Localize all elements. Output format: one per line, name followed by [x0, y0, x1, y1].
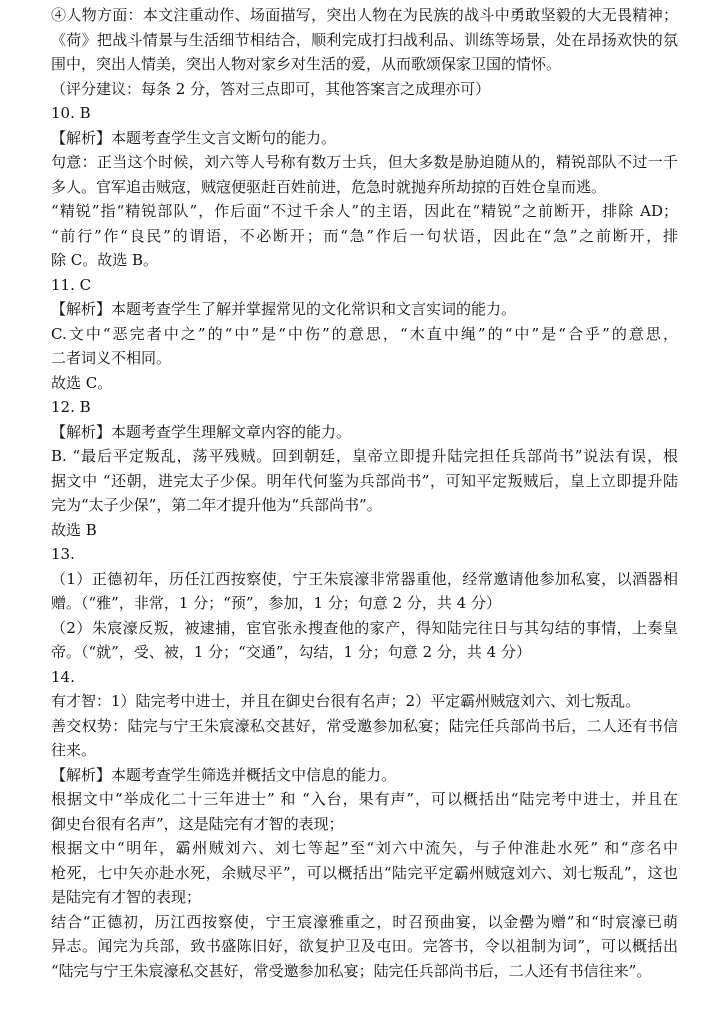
explanation-line: “陆完与宁王朱宸濠私交甚好，常受邀参加私宴；陆完任兵部尚书后，二人还有书信往来”。 — [51, 961, 652, 980]
explanation-line: B. “最后平定叛乱，荡平残贼。回到朝廷，皇帝立即提升陆完担任兵部尚书”说法有误，根 — [51, 447, 678, 465]
explanation-line: 故选 B — [51, 520, 97, 539]
explanation-line: C.文中“恶完者中之”的“中”是“中伤”的意思，“木直中绳”的“中”是“合乎”的意思， — [51, 324, 678, 343]
explanation-line: 故选 C。 — [51, 373, 113, 392]
explanation-line: 句意：正当这个时候，刘六等人号称有数万士兵，但大多数是胁迫随从的，精锐部队不过一千 — [51, 153, 678, 171]
translation-line: （1）正德初年，历任江西按察使，宁王朱宸濠非常器重他，经常邀请他参加私宴，以酒器相 — [51, 569, 678, 588]
analysis-heading: 【解析】本题考查学生文言文断句的能力。 — [51, 128, 337, 147]
explanation-line: 多人。官军追击贼寇，贼寇便驱赶百姓前进，危急时就抛弃所劫掠的百姓仓皇而逃。 — [51, 177, 607, 196]
answer-line: 有才智：1）陆完考中进士，并且在御史台很有名声；2）平定霸州贼寇刘六、刘七叛乱。 — [51, 692, 641, 710]
translation-line: （2）朱宸濠反叛，被逮捕，宦官张永搜查他的家产，得知陆完往日与其勾结的事情，上奏皇 — [51, 618, 678, 637]
answer-line: 往来。 — [51, 741, 97, 759]
analysis-heading: 【解析】本题考查学生筛选并概括文中信息的能力。 — [51, 765, 397, 784]
explanation-line: 根据文中“明年，霸州贼刘六、刘七等起”至“刘六中流矢，与子仲淮赴水死” 和“彦名中 — [51, 839, 678, 857]
explanation-line: 异志。闻完为兵部，致书盛陈旧好，欲复护卫及屯田。完答书，令以祖制为词”，可以概括出 — [51, 937, 678, 955]
answer-line: 善交权势：陆完与宁王朱宸濠私交甚好，常受邀参加私宴；陆完任兵部尚书后，二人还有书信 — [51, 716, 678, 735]
explanation-line: 是陆完有才智的表现； — [51, 888, 202, 906]
answer-line: 围中，突出人情美，突出人物对家乡对生活的爱，从而歌颂保家卫国的情怀。 — [51, 55, 562, 73]
explanation-line: 御史台很有名声”，这是陆完有才智的表现； — [51, 814, 344, 833]
translation-line: 帝。（“就”，受、被，1 分；“交通”，勾结，1 分；句意 2 分，共 4 分） — [51, 643, 531, 661]
explanation-line: 结合“正德初，历江西按察使，宁王宸濠雅重之，时召预曲宴，以金罍为赠”和“时宸濠已萌 — [51, 912, 678, 931]
analysis-heading: 【解析】本题考查学生了解并掌握常见的文化常识和文言实词的能力。 — [51, 300, 517, 318]
answer-line: 《荷》把战斗情景与生活细节相结合，顺利完成打扫战利品、训练等场景，处在昂扬欢快的氛 — [51, 30, 678, 49]
question-number: 13. — [51, 545, 75, 563]
translation-line: 赠。（“雅”，非常，1 分；“预”，参加，1 分；句意 2 分，共 4 分） — [51, 594, 501, 612]
explanation-line: “前行”作“良民”的谓语，不必断开；而“急”作后一句状语，因此在“急”之前断开，排 — [51, 226, 678, 245]
document-body — [51, 3, 678, 983]
explanation-line: 枪死，七中矢亦赴水死，余贼尽平”，可以概括出“陆完平定霸州贼寇刘六、刘七叛乱”，这也 — [51, 863, 678, 882]
explanation-line: 据文中 “还朝，进完太子少保。明年代何鉴为兵部尚书”，可知平定叛贼后，皇上立即提升陆 — [51, 471, 678, 490]
analysis-heading: 【解析】本题考查学生理解文章内容的能力。 — [51, 422, 352, 441]
question-number: 14. — [51, 667, 75, 686]
explanation-line: 根据文中“举成化二十三年进士” 和 “入台，果有声”，可以概括出“陆完考中进士，并且在 — [51, 790, 678, 808]
explanation-line: 除 C。故选 B。 — [51, 251, 159, 269]
explanation-line: 二者词义不相同。 — [51, 349, 172, 367]
question-number: 12. B — [51, 398, 91, 416]
scoring-note: （评分建议：每条 2 分，答对三点即可，其他答案言之成理亦可） — [51, 79, 491, 98]
question-number: 11. C — [51, 275, 92, 294]
answer-line: ④人物方面：本文注重动作、场面描写，突出人物在为民族的战斗中勇敢坚毅的大无畏精神； — [51, 6, 678, 24]
explanation-line: 完为“太子少保”，第二年才提升他为“兵部尚书”。 — [51, 496, 382, 514]
question-number: 10. B — [51, 104, 91, 122]
explanation-line: “精锐”指“精锐部队”，作后面“不过千余人”的主语，因此在“精锐”之前断开，排除 AD； — [51, 202, 678, 220]
